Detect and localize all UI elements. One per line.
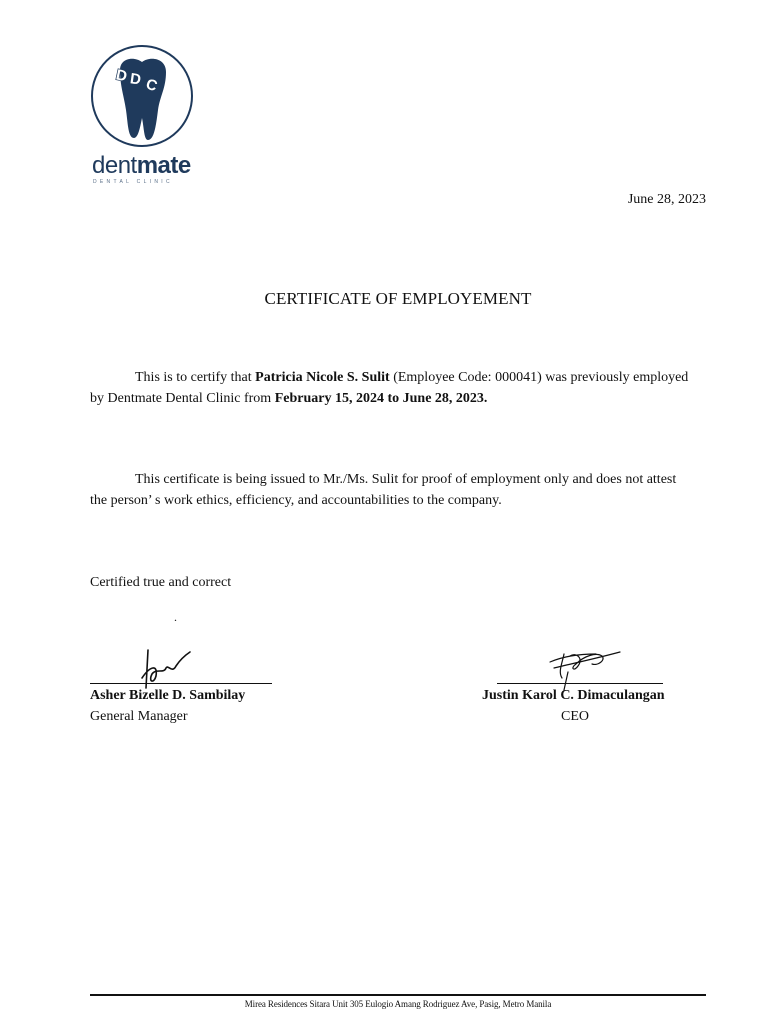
purpose-paragraph: This certificate is being issued to Mr./Ms. Sulit for proof of employment only and does not attest the person’ s work ethics, efficiency, and accountabilities to the company. [90, 472, 677, 508]
svg-text:D: D [114, 66, 129, 86]
stray-dot: . [174, 610, 177, 624]
logo-tagline: DENTAL CLINIC [93, 179, 173, 185]
signatory-name-left: Asher Bizelle D. Sambilay [90, 688, 246, 703]
employee-name: Patricia Nicole S. Sulit [255, 370, 390, 385]
signature-left-image [128, 644, 198, 692]
svg-text:D: D [128, 70, 143, 89]
logo-wordmark: dentmate [92, 152, 191, 179]
signatory-role-right: CEO [561, 709, 589, 724]
signature-line-left [90, 683, 272, 684]
certified-statement: Certified true and correct [90, 575, 232, 590]
signature-line-right [497, 683, 663, 684]
certificate-title: CERTIFICATE OF EMPLOYEMENT [264, 289, 532, 308]
document-date: June 28, 2023 [627, 192, 706, 207]
tooth-logo-icon [90, 44, 194, 148]
signatory-name-right: Justin Karol C. Dimaculangan [482, 688, 665, 703]
signatory-role-left: General Manager [90, 709, 188, 724]
footer-address: Mirea Residences Sitara Unit 305 Eulogio Amang Rodriguez Ave, Pasig, Metro Manila [244, 999, 552, 1009]
footer-divider [90, 994, 706, 996]
certification-paragraph: This is to certify that Patricia Nicole S. Sulit (Employee Code: 000041) was previously employed by Dentmate Dental Clinic from February 15, 2024 to June 28, 2023. [90, 370, 689, 406]
signature-right-image [540, 642, 624, 692]
employment-period: February 15, 2024 to June 28, 2023. [274, 391, 488, 406]
clinic-logo [78, 40, 214, 188]
svg-text:C: C [143, 75, 160, 96]
